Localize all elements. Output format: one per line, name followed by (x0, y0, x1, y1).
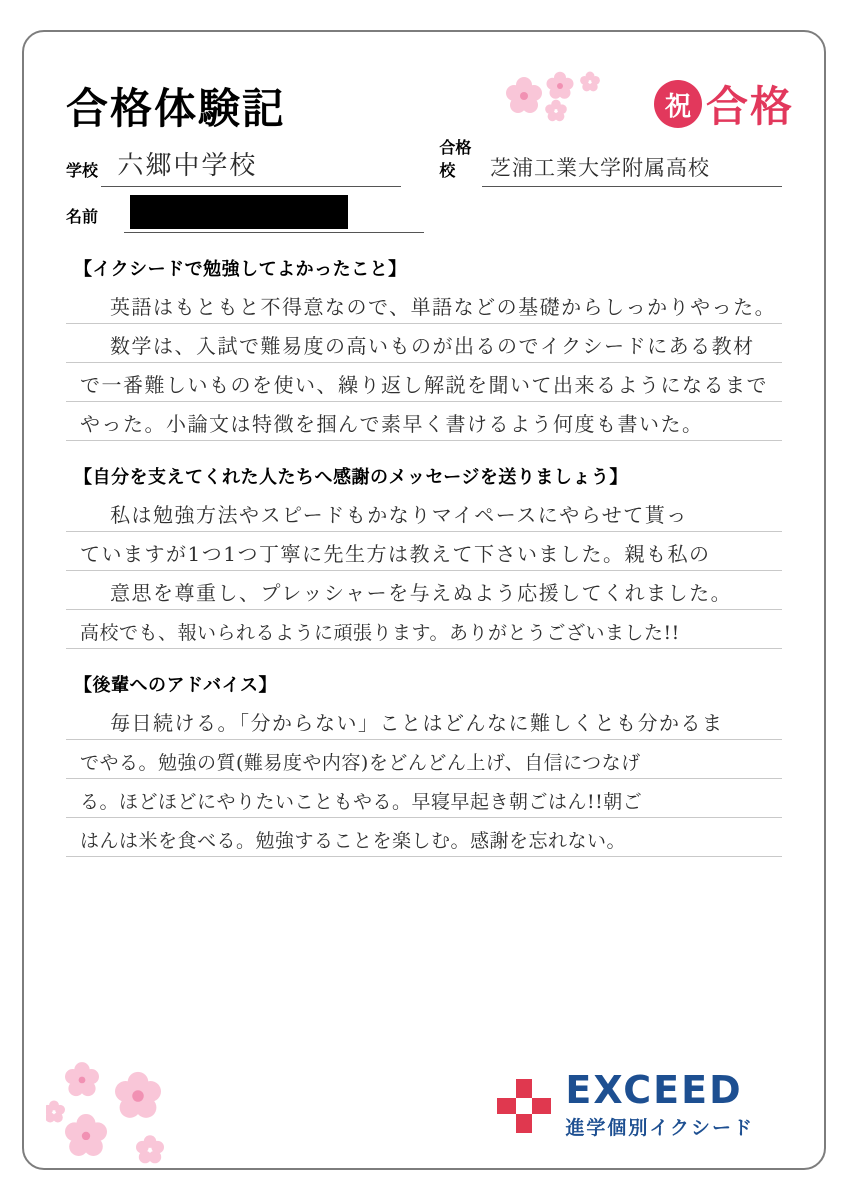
handwriting-text: 数学は、入試で難易度の高いものが出るのでイクシードにある教材 (110, 334, 755, 358)
handwriting-text: 毎日続ける。「分からない」ことはどんなに難しくとも分かるま (110, 711, 724, 735)
handwriting-text: る。ほどほどにやりたいこともやる。早寝早起き朝ごはん!!朝ご (80, 791, 643, 813)
handwriting-text: 英語はもともと不得意なので、単語などの基礎からしっかりやった。 (110, 295, 777, 319)
experience-sheet (22, 30, 826, 1170)
handwriting-text: はんは米を食べる。勉強することを楽しむ。感謝を忘れない。 (80, 830, 627, 852)
handwriting-line (66, 779, 782, 818)
handwriting-text: でやる。勉強の質(難易度や内容)をどんどん上げ、自信につなげ (80, 752, 641, 774)
handwriting-line (66, 740, 782, 779)
sakura-blossom-icon (46, 1054, 256, 1164)
name-field (124, 194, 424, 233)
handwriting-line (66, 532, 782, 571)
handwriting-line (66, 493, 782, 532)
section-1-lines (66, 285, 782, 441)
handwriting-line (66, 324, 782, 363)
handwriting-line (66, 610, 782, 649)
section-1 (24, 255, 824, 441)
redaction-bar (130, 195, 348, 229)
section-1-heading: 【イクシードで勉強してよかったこと】 (74, 259, 407, 280)
cross-mark-icon (495, 1077, 553, 1135)
sheet-header (24, 32, 824, 137)
section-3 (24, 671, 824, 857)
handwriting-text: 私は勉強方法やスピードもかなりマイペースにやらせて貰っ (110, 503, 688, 527)
handwriting-text: で一番難しいものを使い、繰り返し解説を聞いて出来るようになるまで (80, 373, 768, 397)
school-row (66, 138, 782, 187)
handwriting-line (66, 363, 782, 402)
name-row (66, 187, 782, 233)
handwriting-line (66, 818, 782, 857)
section-3-heading: 【後輩へのアドバイス】 (74, 675, 277, 696)
page-title: 合格体験記 (66, 84, 287, 133)
congratulation-label: 合格 (705, 82, 794, 131)
handwriting-line (66, 701, 782, 740)
section-2-heading: 【自分を支えてくれた人たちへ感謝のメッセージを送りましょう】 (74, 467, 628, 488)
congratulation-badge (654, 74, 794, 134)
pass-school-field (482, 148, 782, 187)
handwriting-text: 高校でも、報いられるように頑張ります。ありがとうございました!! (80, 622, 680, 644)
handwriting-line (66, 285, 782, 324)
logo-sub-text: 進学個別イクシード (565, 1117, 754, 1139)
field-group (24, 138, 824, 233)
section-2 (24, 463, 824, 649)
celebration-seal-icon: 祝 (654, 80, 702, 128)
school-value: 六郷中学校 (117, 151, 258, 181)
pass-school-label: 合格校 (439, 138, 472, 180)
handwriting-text: 意思を尊重し、プレッシャーを与えぬよう応援してくれました。 (110, 581, 733, 605)
handwriting-line (66, 402, 782, 441)
section-3-lines (66, 701, 782, 857)
school-field (101, 148, 401, 187)
name-label: 名前 (66, 207, 99, 226)
handwriting-line (66, 571, 782, 610)
pass-school-value: 芝浦工業大学附属高校 (490, 156, 710, 180)
handwriting-text: やった。小論文は特徴を掴んで素早く書けるよう何度も書いた。 (80, 412, 704, 436)
logo-main-text: EXCEED (565, 1068, 743, 1112)
section-2-lines (66, 493, 782, 649)
handwriting-text: ていますが1つ1つ丁寧に先生方は教えて下さいました。親も私の (80, 542, 711, 566)
school-label: 学校 (66, 161, 99, 180)
sakura-blossom-icon (504, 66, 624, 126)
sheet-footer (24, 1048, 824, 1168)
exceed-logo (495, 1068, 754, 1140)
